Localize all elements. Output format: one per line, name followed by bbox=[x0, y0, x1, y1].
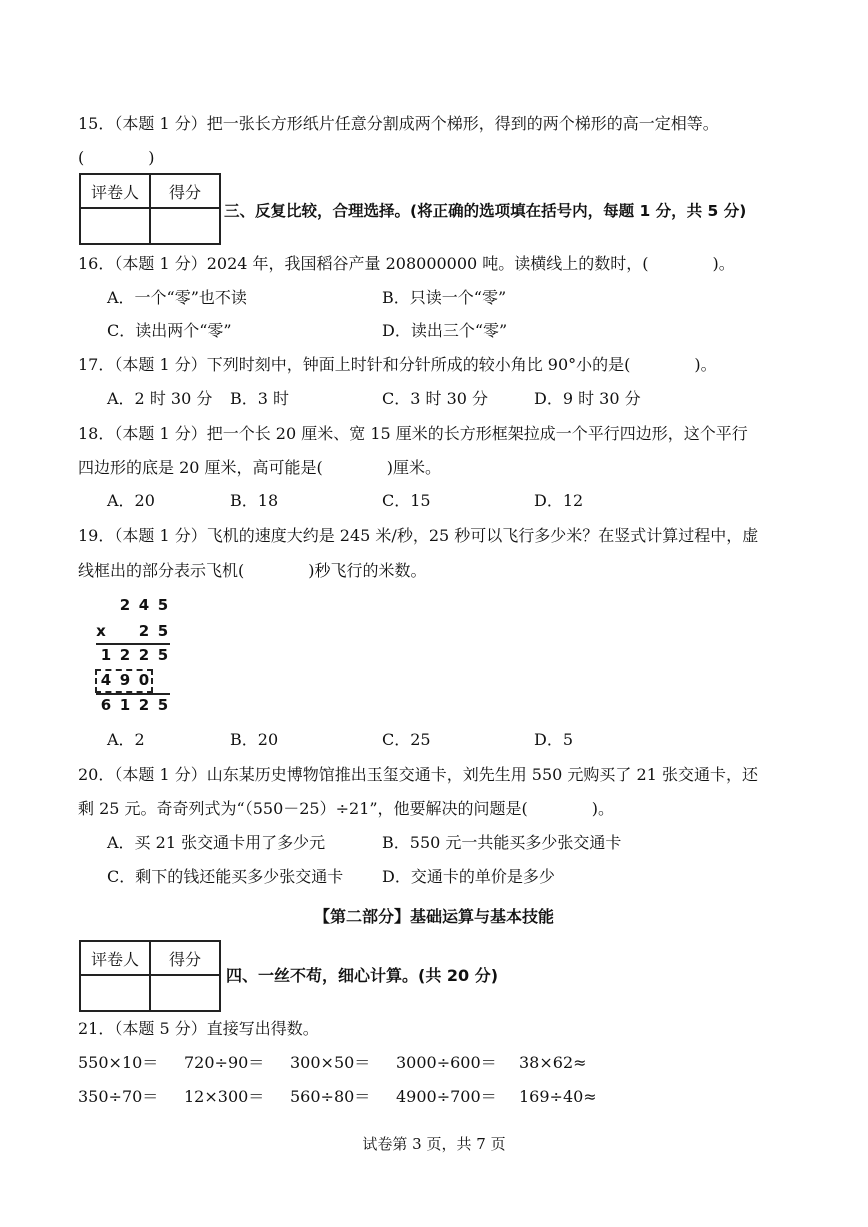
q15-answer-blank[interactable]: ( ) bbox=[78, 148, 155, 167]
section3-title: 三、反复比较，合理选择。(将正确的选项填在括号内，每题 1 分，共 5 分) bbox=[224, 202, 747, 220]
grader-table-section4 bbox=[79, 940, 221, 1012]
q20-line1: 20．（本题 1 分）山东某历史博物馆推出玉玺交通卡，刘先生用 550 元购买了 21 张交通卡，还 bbox=[78, 765, 758, 784]
score-label: 得分 bbox=[150, 174, 220, 208]
q16-option-c[interactable]: C．读出两个“零” bbox=[107, 321, 232, 340]
digit: 2 bbox=[138, 646, 150, 664]
q19-option-c[interactable]: C．25 bbox=[382, 730, 431, 749]
score-cell[interactable] bbox=[150, 208, 220, 244]
page-footer: 试卷第 3 页，共 7 页 bbox=[362, 1135, 506, 1153]
vertical-line-1 bbox=[96, 643, 170, 645]
q21-item: 550×10＝ bbox=[78, 1053, 159, 1072]
digit: 2 bbox=[119, 646, 131, 664]
q18-line2: 四边形的底是 20 厘米，高可能是( )厘米。 bbox=[78, 458, 442, 477]
digit: 2 bbox=[138, 622, 150, 640]
section4-title: 四、一丝不苟，细心计算。(共 20 分) bbox=[226, 966, 499, 985]
q21-item: 169÷40≈ bbox=[519, 1087, 597, 1106]
q21-item: 3000÷600＝ bbox=[396, 1053, 497, 1072]
grader-cell[interactable] bbox=[80, 208, 150, 244]
q20-line2: 剩 25 元。奇奇列式为“（550－25）÷21”，他要解决的问题是( )。 bbox=[78, 799, 615, 818]
digit: 4 bbox=[138, 596, 150, 614]
digit: 5 bbox=[157, 696, 169, 714]
q20-option-d[interactable]: D．交通卡的单价是多少 bbox=[382, 867, 555, 886]
digit: 5 bbox=[157, 622, 169, 640]
q15-text: 15．（本题 1 分）把一张长方形纸片任意分割成两个梯形，得到的两个梯形的高一定相等。 bbox=[78, 114, 719, 133]
q17-text: 17．（本题 1 分）下列时刻中，钟面上时针和分针所成的较小角比 90°小的是( )。 bbox=[78, 355, 717, 374]
q21-item: 12×300＝ bbox=[184, 1087, 265, 1106]
digit: 1 bbox=[100, 646, 112, 664]
digit: 5 bbox=[157, 596, 169, 614]
q17-option-a[interactable]: A．2 时 30 分 bbox=[107, 389, 213, 408]
digit: 1 bbox=[119, 696, 131, 714]
grader-label: 评卷人 bbox=[80, 174, 150, 208]
q20-option-a[interactable]: A．买 21 张交通卡用了多少元 bbox=[107, 833, 326, 852]
score-label: 得分 bbox=[150, 941, 220, 975]
q19-option-b[interactable]: B．20 bbox=[230, 730, 279, 749]
part2-title: 【第二部分】基础运算与基本技能 bbox=[313, 907, 554, 926]
q16-option-a[interactable]: A．一个“零”也不读 bbox=[107, 288, 247, 307]
q16-text: 16．（本题 1 分）2024 年，我国稻谷产量 208000000 吨。读横线上的数时，( )。 bbox=[78, 254, 735, 273]
vertical-multiplication bbox=[92, 590, 182, 720]
digit: 2 bbox=[119, 596, 131, 614]
q21-item: 560÷80＝ bbox=[290, 1087, 371, 1106]
q17-option-d[interactable]: D．9 时 30 分 bbox=[534, 389, 641, 408]
q21-item: 4900÷700＝ bbox=[396, 1087, 497, 1106]
q16-option-d[interactable]: D．读出三个“零” bbox=[382, 321, 508, 340]
q20-option-c[interactable]: C．剩下的钱还能买多少张交通卡 bbox=[107, 867, 344, 886]
vertical-line-2 bbox=[96, 693, 170, 695]
q21-item: 720÷90＝ bbox=[184, 1053, 265, 1072]
q18-option-d[interactable]: D．12 bbox=[534, 491, 584, 510]
digit: 4 bbox=[100, 671, 112, 689]
q17-option-b[interactable]: B．3 时 bbox=[230, 389, 290, 408]
grader-cell[interactable] bbox=[80, 975, 150, 1011]
q19-line1: 19．（本题 1 分）飞机的速度大约是 245 米/秒，25 秒可以飞行多少米？在竖式计算过程中，虚 bbox=[78, 526, 759, 545]
times-sign: x bbox=[96, 622, 106, 640]
q21-item: 350÷70＝ bbox=[78, 1087, 159, 1106]
digit: 0 bbox=[138, 671, 150, 689]
q19-line2: 线框出的部分表示飞机( )秒飞行的米数。 bbox=[78, 561, 427, 580]
q18-line1: 18．（本题 1 分）把一个长 20 厘米、宽 15 厘米的长方形框架拉成一个平行四边形，这个平行 bbox=[78, 424, 748, 443]
q19-option-d[interactable]: D．5 bbox=[534, 730, 574, 749]
q18-option-a[interactable]: A．20 bbox=[107, 491, 155, 510]
q21-item: 300×50＝ bbox=[290, 1053, 371, 1072]
q21-text: 21．（本题 5 分）直接写出得数。 bbox=[78, 1019, 319, 1038]
digit: 5 bbox=[157, 646, 169, 664]
q18-option-c[interactable]: C．15 bbox=[382, 491, 431, 510]
q16-option-b[interactable]: B．只读一个“零” bbox=[382, 288, 507, 307]
grader-table-section3 bbox=[79, 173, 221, 245]
digit: 9 bbox=[119, 671, 131, 689]
q21-item: 38×62≈ bbox=[519, 1053, 587, 1072]
digit: 2 bbox=[138, 696, 150, 714]
q19-option-a[interactable]: A．2 bbox=[107, 730, 145, 749]
q17-option-c[interactable]: C．3 时 30 分 bbox=[382, 389, 489, 408]
grader-label: 评卷人 bbox=[80, 941, 150, 975]
score-cell[interactable] bbox=[150, 975, 220, 1011]
q18-option-b[interactable]: B．18 bbox=[230, 491, 279, 510]
digit: 6 bbox=[100, 696, 112, 714]
q20-option-b[interactable]: B．550 元一共能买多少张交通卡 bbox=[382, 833, 622, 852]
